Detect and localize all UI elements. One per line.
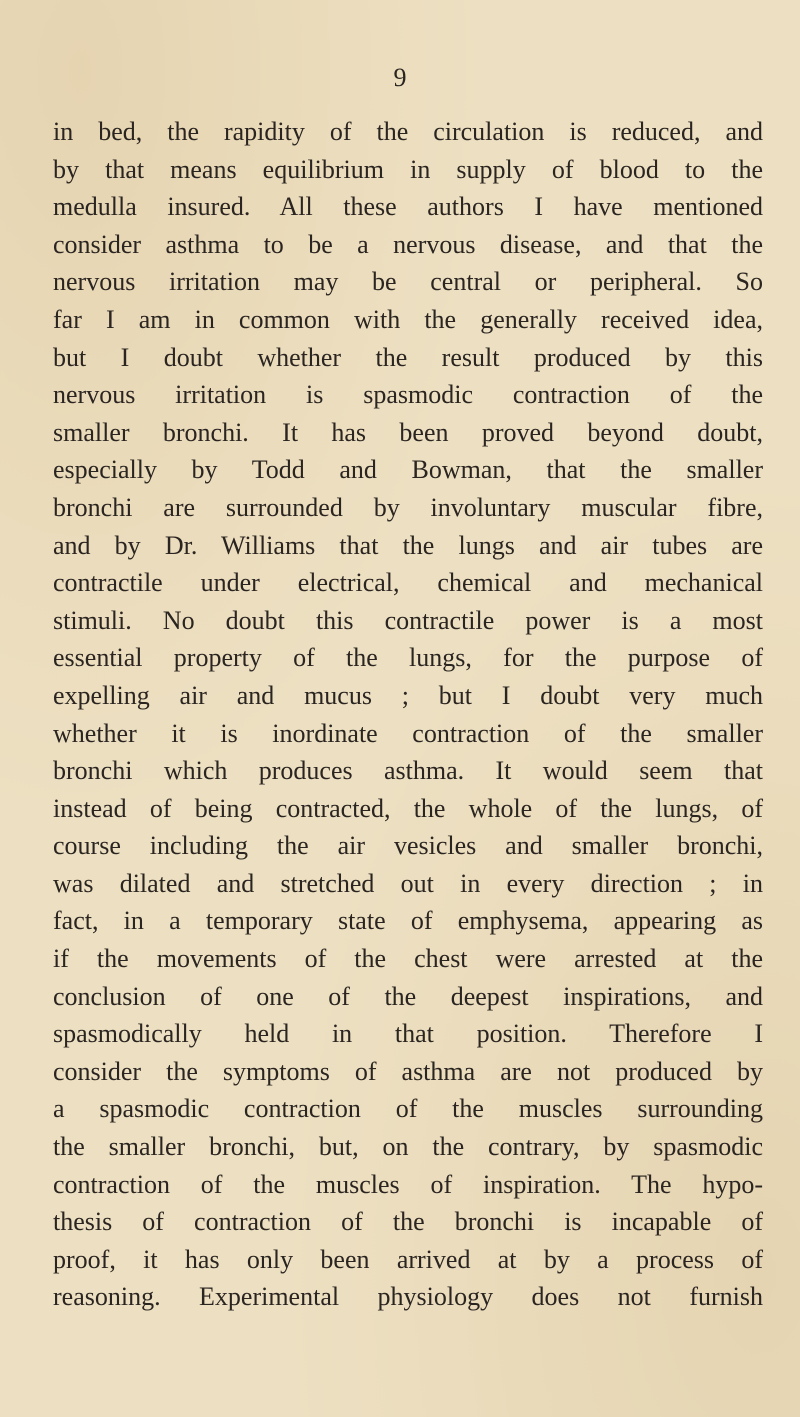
text-line: was dilated and stretched out in every direction ; in xyxy=(53,868,763,898)
text-line: nervous irritation may be central or peripheral. So xyxy=(53,267,763,297)
text-line: course including the air vesicles and smaller bronchi, xyxy=(53,831,763,861)
text-line: expelling air and mucus ; but I doubt very much xyxy=(53,680,763,710)
text-line: consider asthma to be a nervous disease, and that the xyxy=(53,229,763,259)
text-line: in bed, the rapidity of the circulation is reduced, and xyxy=(53,117,763,146)
text-line: contractile under electrical, chemical and mechanical xyxy=(53,568,763,598)
text-line: whether it is inordinate contraction of the smaller xyxy=(53,718,763,748)
text-line: bronchi are surrounded by involuntary muscular fibre, xyxy=(53,492,763,522)
text-line: consider the symptoms of asthma are not produced by xyxy=(53,1056,763,1086)
text-line: and by Dr. Williams that the lungs and air tubes are xyxy=(53,530,763,560)
text-line: especially by Todd and Bowman, that the smaller xyxy=(53,455,763,485)
text-line: smaller bronchi. It has been proved beyond doubt, xyxy=(53,417,763,447)
text-line: medulla insured. All these authors I have mentioned xyxy=(53,192,763,222)
text-line: but I doubt whether the result produced by this xyxy=(53,342,763,372)
text-line: far I am in common with the generally received idea, xyxy=(53,304,763,334)
text-line: by that means equilibrium in supply of blood to the xyxy=(53,154,763,184)
text-line: contraction of the muscles of inspiration. The hypo- xyxy=(53,1169,763,1199)
text-line: nervous irritation is spasmodic contraction of the xyxy=(53,380,763,410)
text-line: proof, it has only been arrived at by a process of xyxy=(53,1244,763,1274)
text-line: a spasmodic contraction of the muscles surrounding xyxy=(53,1094,763,1124)
text-line: the smaller bronchi, but, on the contrary, by spasmodic xyxy=(53,1132,763,1162)
text-line: bronchi which produces asthma. It would seem that xyxy=(53,756,763,786)
text-line: conclusion of one of the deepest inspirations, and xyxy=(53,981,763,1011)
body-paragraph xyxy=(53,113,763,1316)
text-line: thesis of contraction of the bronchi is incapable of xyxy=(53,1207,763,1237)
text-line: if the movements of the chest were arrested at the xyxy=(53,944,763,974)
page-number: 9 xyxy=(393,63,407,92)
text-line: spasmodically held in that position. Therefore I xyxy=(53,1019,763,1049)
text-line: stimuli. No doubt this contractile power is a most xyxy=(53,605,763,635)
text-line: essential property of the lungs, for the purpose of xyxy=(53,643,763,673)
text-line: fact, in a temporary state of emphysema, appearing as xyxy=(53,906,763,936)
text-line: instead of being contracted, the whole of the lungs, of xyxy=(53,793,763,823)
text-line: reasoning. Experimental physiology does not furnish xyxy=(53,1282,763,1312)
